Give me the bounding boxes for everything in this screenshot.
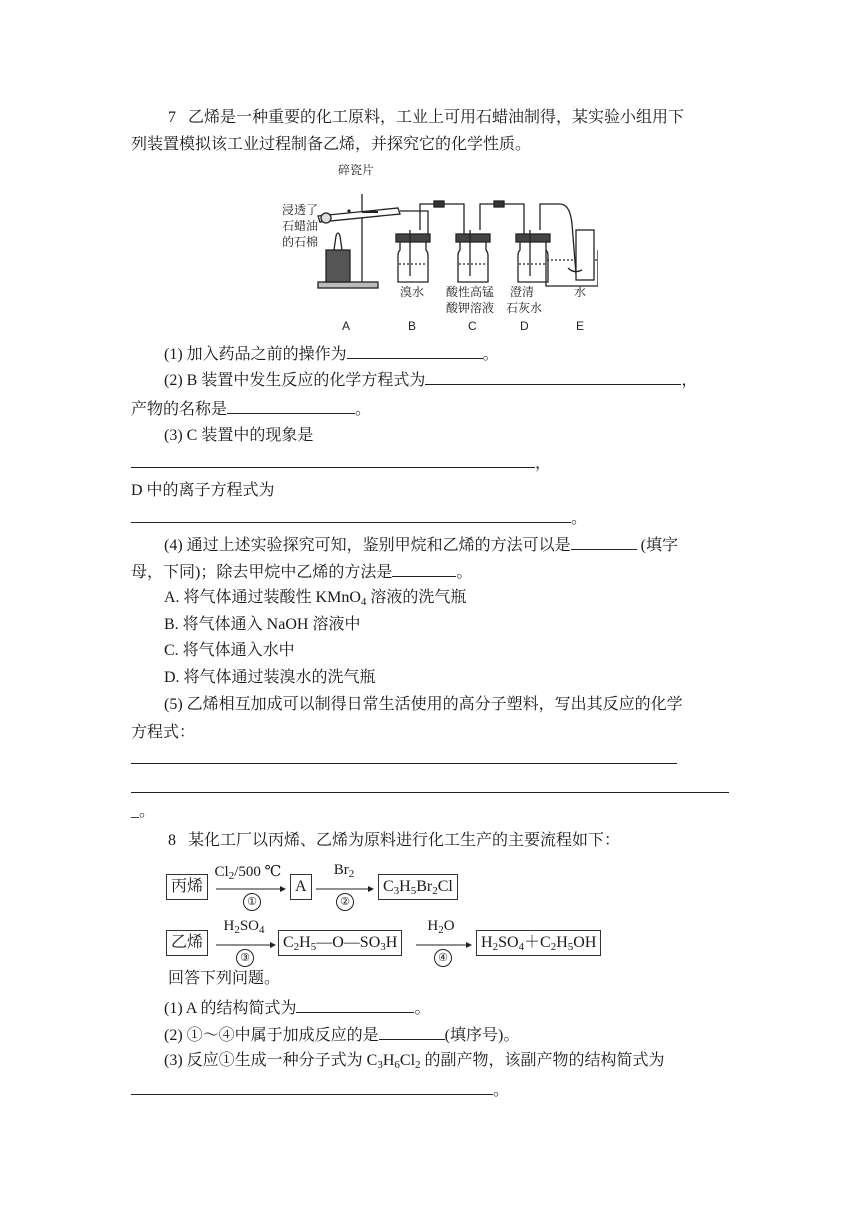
q8-part3: (3) 反应①生成一种分子式为 $C_3H_6Cl_2$ 的副产物，该副产物的结构简式为 [164,1052,665,1071]
q7-part3-line2: ， [131,451,551,475]
q8-number: 8 [168,832,176,849]
label-bromine-water: 溴水 [400,285,425,299]
arrow3-reagent: $H_2SO_4$ [223,918,265,936]
q7-part2-line1: (2) B 装置中发生反应的化学方程式为 ， [164,368,697,392]
q7-part5-line1: (5) 乙烯相互加成可以制得日常生活使用的高分子塑料，写出其反应的化学 [164,696,683,713]
box-C3H5Br2Cl: $C_3H_5Br_2Cl$ [378,874,458,900]
q7-part1: (1) 加入药品之前的操作为 。 [164,342,499,366]
answer-blank-7-2a[interactable] [425,368,681,385]
q7-stem-text1: 乙烯是一种重要的化工原料，工业上可用石蜡油制得，某实验小组用下 [188,109,685,126]
label-asbestos-1: 浸透了 [282,203,319,217]
arrow4-reagent: $H_2O$ [427,918,455,936]
box-ethylene: 乙烯 [166,930,208,956]
box-propylene: 丙烯 [166,874,208,900]
letter-B: B [408,319,417,333]
answer-blank-8-1[interactable] [296,996,414,1013]
flow-ethylene [166,918,616,964]
label-limewater-2: 石灰水 [506,301,543,315]
answer-blank-7-3a[interactable] [131,451,535,468]
q7-part5-end: _。 [131,803,156,820]
q8-part2: (2) ①～④中属于加成反应的是 (填序号)。 [164,1023,519,1047]
box-products: $H_2SO_4+C_2H_5OH$ [476,930,601,956]
step-1-label: ① [243,893,261,911]
answer-blank-7-1[interactable] [347,342,483,359]
arrow2-reagent: $Br_2$ [333,862,355,880]
flow-propylene [166,862,466,908]
q7-number: 7 [168,109,176,126]
label-water: 水 [574,285,587,299]
q7-part5-line2: 方程式： [131,724,196,741]
letter-C: C [468,319,477,333]
step-4-label: ④ [434,949,452,967]
q7-part3-line3: D 中的离子方程式为 [131,482,275,499]
q8-intro: 回答下列问题。 [168,970,281,987]
answer-blank-7-4a[interactable] [571,533,637,550]
q8-part3-answer: 。 [131,1078,509,1102]
q7-stem-line2: 列装置模拟该工业过程制备乙烯，并探究它的化学性质。 [131,136,532,153]
answer-blank-7-2b[interactable] [227,397,355,414]
box-ethyl-hydrogen-sulfate: $C_2H_5—O—SO_3H$ [278,930,402,956]
label-asbestos-2: 石蜡油 [282,219,319,233]
label-kmno4-2: 酸钾溶液 [446,301,495,315]
step-2-label: ② [336,893,354,911]
box-A: A [290,874,312,900]
q7-part2-line2: 产物的名称是 。 [131,397,371,421]
letter-E: E [576,319,585,333]
label-kmno4-1: 酸性高锰 [446,285,495,299]
option-B: B. 将气体通入 NaOH 溶液中 [164,616,361,633]
q7-part3-line4: 。 [131,506,587,530]
letter-D: D [520,319,529,333]
label-porcelain: 碎瓷片 [338,164,375,177]
answer-blank-7-4b[interactable] [392,560,456,577]
answer-blank-8-2[interactable] [379,1023,445,1040]
q7-stem-line1 [168,107,684,129]
option-D: D. 将气体通过装溴水的洗气瓶 [164,669,376,686]
label-limewater-1: 澄清 [510,285,535,299]
q7-part3-line1: (3) C 装置中的现象是 [164,427,314,444]
answer-rule-7-5b[interactable] [131,792,729,793]
q7-part4-line2: 母，下同)；除去甲烷中乙烯的方法是 。 [131,560,472,584]
label-asbestos-3: 的石棉 [282,235,319,249]
step-3-label: ③ [236,949,254,967]
q7-part4-line1: (4) 通过上述实验探究可知，鉴别甲烷和乙烯的方法可以是 (填字 [164,533,678,557]
q8-stem: 8 某化工厂以丙烯、乙烯为原料进行化工生产的主要流程如下： [168,832,621,849]
apparatus-figure [278,164,598,336]
option-C: C. 将气体通入水中 [164,642,295,659]
answer-blank-8-3[interactable] [131,1078,493,1095]
answer-rule-7-5a[interactable] [131,763,677,764]
arrow1-reagent: $Cl_2/500$ ℃ [214,864,282,882]
answer-blank-7-3b[interactable] [131,506,571,523]
q8-part1: (1) A 的结构简式为 。 [164,996,430,1020]
option-A: A. 将气体通过装酸性 KMnO$_4$ 溶液的洗气瓶 [164,589,467,608]
letter-A: A [342,319,351,333]
